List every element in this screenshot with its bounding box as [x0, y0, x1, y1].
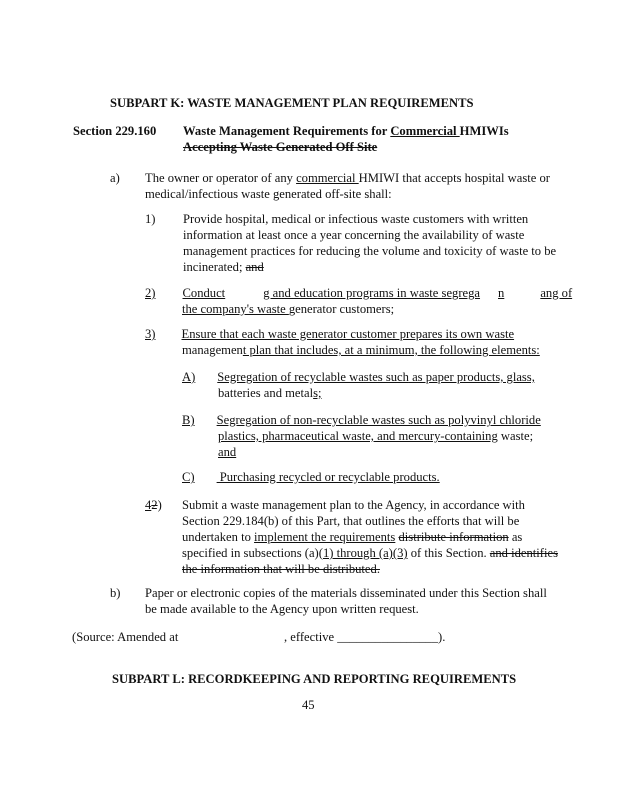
item-3b-line: and [218, 445, 237, 459]
item-3b-line [218, 429, 533, 444]
text: Segregation of non-recyclable wastes such as polyvinyl chloride [216, 413, 541, 427]
text: as paper produ [408, 370, 487, 384]
subsection-b-line: be made available to the Agency upon written request. [145, 602, 419, 616]
item-1-label: 1) [145, 212, 156, 226]
item-3b-label: B) [182, 413, 195, 427]
title-text: HMIWIs [459, 124, 509, 138]
title-text: Waste Management Requirements for [183, 124, 391, 138]
inserted-text: implement the requirements [254, 530, 396, 544]
item-2-line [145, 286, 573, 301]
subsection-a-line [145, 171, 550, 186]
text: ang of [540, 286, 573, 300]
item-2-line [182, 302, 394, 317]
text: ). [438, 630, 446, 644]
inserted-text: t plan that includes, at a minimum, the following elements: [242, 343, 540, 357]
item-3c-label: C) [182, 470, 195, 484]
item-4-line [182, 546, 558, 561]
item-4-line [182, 530, 522, 545]
text: Segregation of recyclable wastes such [217, 370, 409, 384]
item-4-line-deleted: the information that will be distributed. [182, 562, 380, 576]
text: waste; [497, 429, 534, 443]
item-4-label [145, 498, 162, 513]
text: The owner or operator of any [145, 171, 297, 185]
text: n [498, 286, 505, 300]
item-3c-line [182, 470, 440, 485]
section-number: Section 229.160 [73, 124, 157, 138]
text: undertaken to [182, 530, 255, 544]
subsection-a-line: medical/infectious waste generated off-site shall: [145, 187, 392, 201]
item-3-line [145, 327, 514, 342]
deleted-text: distribute information [398, 530, 509, 544]
subpart-l-heading: SUBPART L: RECORDKEEPING AND REPORTING REQUIREMENTS [112, 672, 517, 686]
title-inserted: Commercial [390, 124, 460, 138]
inserted-text: 1) through (a)(3) [322, 546, 408, 560]
text: ) [157, 498, 162, 512]
blank-line: ________________ [337, 630, 439, 644]
subsection-b-line: Paper or electronic copies of the materials disseminated under this Section shall [145, 586, 547, 600]
subsection-b-label: b) [110, 586, 121, 600]
page-number: 45 [302, 698, 315, 712]
inserted-text: commercial [296, 171, 359, 185]
item-3a-line [218, 386, 322, 401]
subpart-k-heading: SUBPART K: WASTE MANAGEMENT PLAN REQUIREMENTS [110, 96, 474, 110]
item-1-line: Provide hospital, medical or infectious waste customers with written [183, 212, 529, 226]
item-1-line [183, 260, 264, 275]
item-1-line: management practices for reducing the volume and toxicity of waste to be [183, 244, 557, 258]
item-3a-line [182, 370, 535, 385]
text: managemen [182, 343, 243, 357]
inserted-text: the company's waste [182, 302, 289, 316]
text: , effective [284, 630, 338, 644]
item-4-line: Submit a waste management plan to the Agency, in accordance with [182, 498, 525, 512]
inserted-text: plastics, pharmaceutical waste, and mercury-containing [218, 429, 498, 443]
text: cts, glass, [486, 370, 535, 384]
source-note-prefix: (Source: Amended at [72, 630, 179, 644]
source-note-effective [284, 630, 445, 645]
text: of this Section. [407, 546, 490, 560]
text: HMIWI that accepts hospital waste or [358, 171, 550, 185]
text: specified in subsections (a)( [182, 546, 323, 560]
text: Ensure that each waste generator customer prepares its own waste [181, 327, 515, 341]
text: as [508, 530, 523, 544]
text: Purchasing recycled or recyclable products. [216, 470, 440, 484]
deleted-text: and identifies [489, 546, 558, 560]
text: incinerated; [183, 260, 246, 274]
text: batteries and metal [218, 386, 314, 400]
item-4-line: Section 229.184(b) of this Part, that outlines the efforts that will be [182, 514, 520, 528]
deleted-text: 2 [151, 498, 158, 512]
section-title [183, 124, 509, 139]
item-2-label: 2) [145, 286, 156, 300]
subsection-a-label: a) [110, 171, 120, 185]
text: generator customers; [288, 302, 395, 316]
text: g and education programs in waste segrega [263, 286, 481, 300]
inserted-text: s; [313, 386, 322, 400]
item-3b-line [182, 413, 541, 428]
item-3a-label: A) [182, 370, 196, 384]
text: Conduct [182, 286, 226, 300]
item-1-line: information at least once a year concerning the availability of waste [183, 228, 525, 242]
deleted-text: and [245, 260, 264, 274]
section-title-deleted: Accepting Waste Generated Off Site [183, 140, 378, 154]
item-3-line [182, 343, 540, 358]
item-3-label: 3) [145, 327, 156, 341]
inserted-text: 4 [145, 498, 152, 512]
